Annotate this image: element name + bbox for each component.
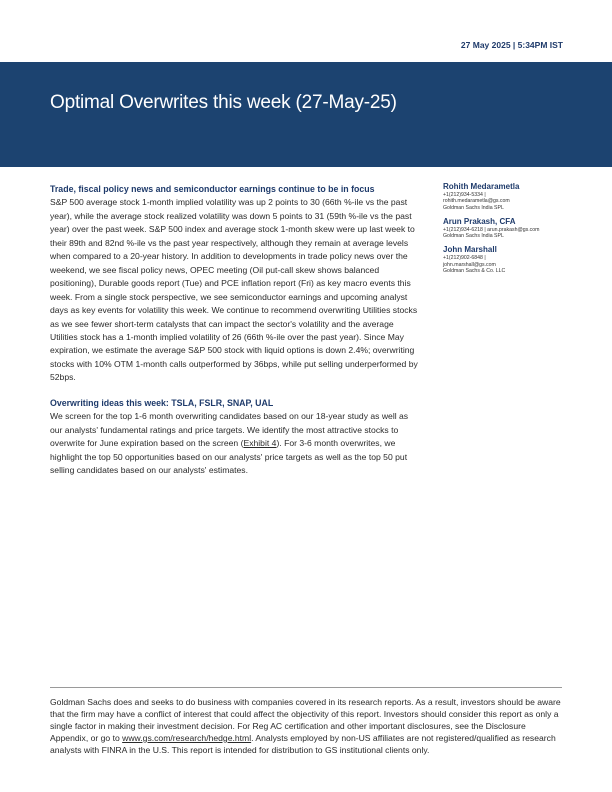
report-body — [50, 183, 422, 490]
author-email[interactable]: rohith.medarametla@gs.com — [443, 198, 510, 205]
author-card — [443, 182, 573, 211]
author-phone: +1(212)902-6848 | — [443, 255, 486, 262]
disclosure-link[interactable]: www.gs.com/research/hedge.html — [122, 732, 252, 743]
author-contact[interactable]: +1(212)934-6218 | arun.prakash@gs.com — [443, 226, 540, 233]
section-heading: Trade, fiscal policy news and semiconductor earnings continue to be in focus — [50, 184, 375, 194]
paragraph-text: ). For 3-6 month overwrites, we highlight the top 50 opportunities based on our analysts' price targets as well as the top 50 put selling candidates based on our analysts' estimates. — [50, 438, 408, 476]
author-phone: +1(212)934-5334 | — [443, 192, 486, 198]
disclaimer — [50, 697, 565, 757]
author-name: Rohith Medarametla — [443, 182, 520, 191]
author-company: Goldman Sachs India SPL — [443, 204, 504, 211]
report-dateline: 27 May 2025 | 5:34PM IST — [460, 40, 563, 50]
author-card — [443, 245, 573, 274]
author-card — [443, 217, 573, 240]
section-paragraph: S&P 500 average stock 1-month implied volatility was up 2 points to 30 (66th %-ile vs the past year), while the average stock realized volatility was down 5 points to 31 (59th %-ile vs the past year) over the past week. S&P 500 index and average stock 1-month skew were up last week to their 89th and 82nd %-ile vs the past year respectively, although they remain at average levels when compared to a 20-year history. In addition to developments in trade policy news over the weekend, we see fiscal policy news, OPEC meeting (Oil put-call skew shows balanced positioning), Durable goods report (Tue) and PCE inflation report (Fri) as key macro events this week. From a single stock perspective, we see semiconductor earnings and upcoming analyst days as key events for volatility this week. We continue to recommend overwriting Utilities stocks as we see fewer short-term catalysts that can impact the sector's volatility and the average Utilities stock has a 1-month implied volatility of 26 (66th %-ile over the past year). Since May expiration, we estimate the average S&P 500 stock with liquid options is down 2.4%; overwriting stocks with 10% OTM 1-month calls outperformed by 36bps, while put selling underperformed by 52bps. — [50, 197, 418, 383]
author-name: John Marshall — [443, 245, 497, 255]
author-email[interactable]: john.marshall@gs.com — [443, 261, 496, 268]
section-paragraph — [50, 410, 422, 477]
title-banner — [0, 62, 612, 167]
author-name: Arun Prakash, CFA — [443, 216, 516, 226]
disclaimer-text: . Analysts employed by non-US affiliates are not registered/qualified as research analysts with FINRA in the U.S. This report is intended for distribution to GS institutional clients only. — [50, 732, 556, 755]
exhibit-4-link[interactable]: Exhibit 4 — [243, 438, 277, 449]
disclaimer-text: Goldman Sachs does and seeks to do business with companies covered in its research reports. As a result, investors should be aware that the firm may have a conflict of interest that could affect the objectivity of this report. Investors should consider this report as only a single factor in making their investment decision. For Reg AC certification and other important disclosures, see the Disclosure Appendix, or go to — [50, 697, 561, 743]
author-company: Goldman Sachs & Co. LLC — [443, 268, 506, 275]
footer-divider — [50, 687, 562, 688]
section-trade-fiscal — [50, 183, 422, 385]
paragraph-text: We screen for the top 1-6 month overwriting candidates based on our 18-year study as well as our analysts' fundamental ratings and price targets. We identify the most attractive stocks to overwrite for June expiration based on the screen ( — [50, 411, 409, 449]
author-company: Goldman Sachs India SPL — [443, 233, 504, 240]
section-overwriting-ideas — [50, 397, 422, 478]
author-sidebar — [443, 182, 573, 280]
section-heading: Overwriting ideas this week: TSLA, FSLR, SNAP, UAL — [50, 397, 274, 408]
report-title: Optimal Overwrites this week (27-May-25) — [50, 92, 397, 113]
